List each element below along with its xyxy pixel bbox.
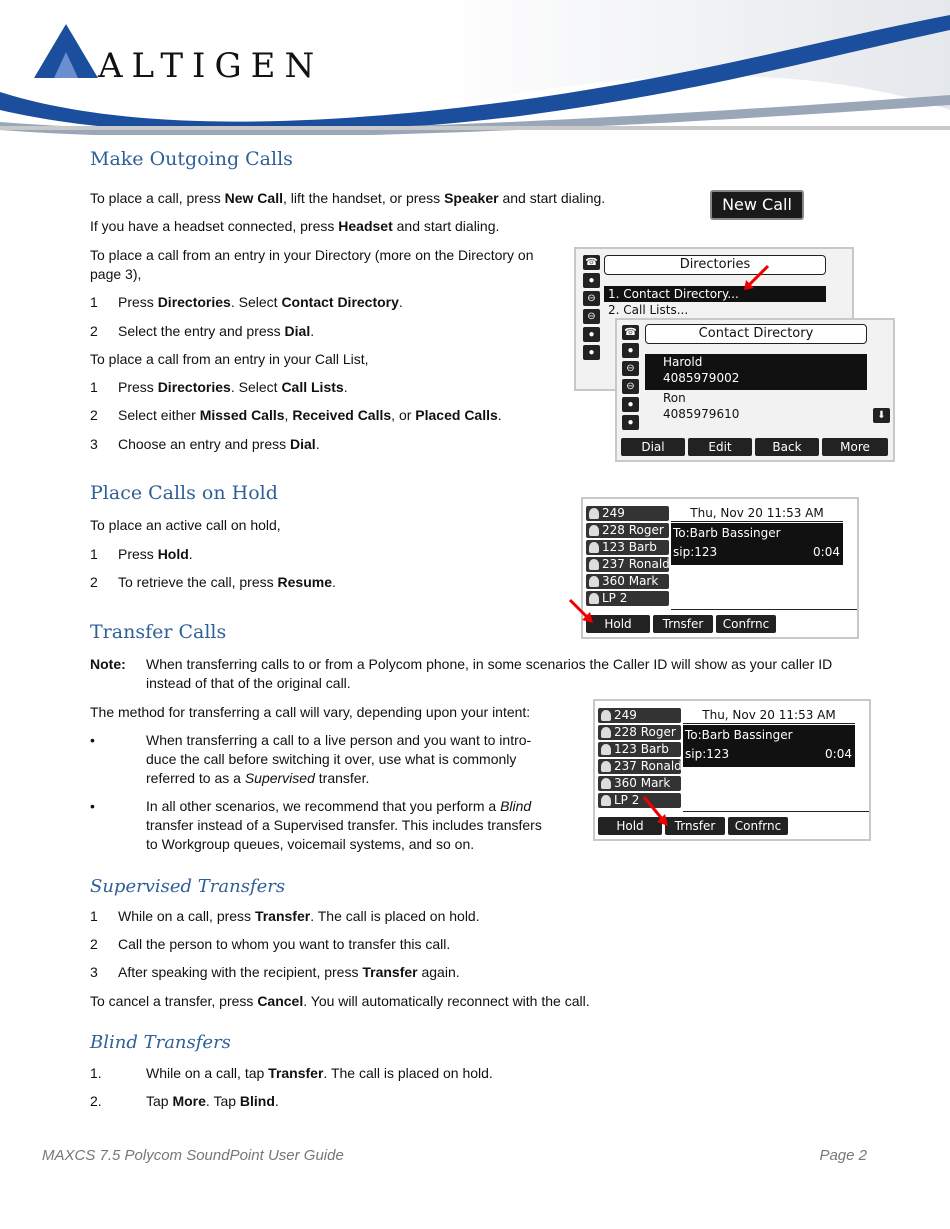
softkey-more: More <box>822 438 888 456</box>
list-number: 2 <box>90 323 98 339</box>
contact-number: 4085979610 <box>663 407 740 421</box>
softkey-conference: Confrnc <box>728 817 788 835</box>
section-title-outgoing: Make Outgoing Calls <box>90 148 293 170</box>
divider <box>683 811 869 812</box>
step-text: After speaking with the recipient, press Transfer again. <box>118 964 460 980</box>
contact-name: Ron <box>663 391 686 405</box>
softkey-conference: Confrnc <box>716 615 776 633</box>
line-key: LP 2 <box>598 793 681 808</box>
outgoing-paragraph-1: To place a call, press New Call, lift the handset, or press Speaker and start dialing. <box>90 190 606 206</box>
person-icon <box>601 795 611 806</box>
outgoing-paragraph-3: To place a call from an entry in your Directory (more on the Directory on <box>90 247 534 263</box>
transfer-phone-screen <box>593 699 871 841</box>
red-arrow-icon <box>742 262 772 292</box>
step-text: Press Hold. <box>118 546 193 562</box>
outgoing-paragraph-3-cont: page 3), <box>90 266 142 282</box>
date-time: Thu, Nov 20 11:53 AM <box>683 707 855 724</box>
date-time: Thu, Nov 20 11:53 AM <box>671 505 843 522</box>
active-call-box <box>683 725 855 767</box>
new-call-button-image: New Call <box>710 190 804 220</box>
line-key: 228 Roger <box>586 523 669 538</box>
contact-entry <box>645 390 867 426</box>
contact-number: 4085979002 <box>663 371 740 385</box>
handset-icon: ☎ <box>622 325 639 340</box>
line-key: 249 <box>598 708 681 723</box>
step-text: Press Directories. Select Call Lists. <box>118 379 348 395</box>
altigen-logo-icon <box>30 22 100 82</box>
red-arrow-icon <box>641 794 671 828</box>
line-key: 228 Roger <box>598 725 681 740</box>
list-number: 1 <box>90 908 98 924</box>
active-call-box <box>671 523 843 565</box>
bullet-text: referred to as a Supervised transfer. <box>146 770 370 786</box>
dnd-icon <box>601 761 611 772</box>
person-icon: ● <box>622 343 639 358</box>
step-text: Choose an entry and press Dial. <box>118 436 320 452</box>
softkey-transfer: Trnsfer <box>653 615 713 633</box>
section-title-hold: Place Calls on Hold <box>90 482 278 504</box>
call-to: To:Barb Bassinger <box>685 728 793 742</box>
page-header <box>0 0 950 135</box>
person-icon: ● <box>622 415 639 430</box>
step-text: Select either Missed Calls, Received Calls, or Placed Calls. <box>118 407 502 423</box>
call-timer: 0:04 <box>825 747 852 761</box>
list-number: 1 <box>90 379 98 395</box>
altigen-logo-text: ALTIGEN <box>98 46 324 86</box>
contact-directory-screen <box>615 318 895 462</box>
softkey-back: Back <box>755 438 819 456</box>
bullet-text: to Workgroup queues, voicemail systems, and so on. <box>146 836 475 852</box>
contact-directory-title: Contact Directory <box>645 324 867 344</box>
handset-icon: ☎ <box>583 255 600 270</box>
softkey-transfer: Trnsfer <box>665 817 725 835</box>
dnd-icon <box>589 559 599 570</box>
call-sip: sip:123 <box>685 747 730 761</box>
line-key: 360 Mark <box>586 574 669 589</box>
note-text-cont: instead of that of the original call. <box>146 675 351 691</box>
person-icon: ● <box>583 345 600 360</box>
handset-icon <box>589 508 599 519</box>
footer-document-title: MAXCS 7.5 Polycom SoundPoint User Guide <box>42 1147 344 1164</box>
hold-phone-screen <box>581 497 859 639</box>
call-to: To:Barb Bassinger <box>673 526 781 540</box>
bullet-text: In all other scenarios, we recommend that you perform a Blind <box>146 798 532 814</box>
dnd-icon <box>601 744 611 755</box>
footer-page-number: Page 2 <box>819 1147 867 1164</box>
bullet: • <box>90 798 95 814</box>
person-icon <box>601 727 611 738</box>
note-label: Note: <box>90 656 126 672</box>
step-text: Tap More. Tap Blind. <box>146 1093 279 1109</box>
note-text: When transferring calls to or from a Polycom phone, in some scenarios the Caller ID will show as your caller ID <box>146 656 833 672</box>
outgoing-paragraph-2: If you have a headset connected, press Headset and start dialing. <box>90 218 500 234</box>
directories-title: Directories <box>604 255 826 275</box>
outgoing-paragraph-4: To place a call from an entry in your Call List, <box>90 351 369 367</box>
step-text: To retrieve the call, press Resume. <box>118 574 336 590</box>
dnd-icon: ⊖ <box>622 361 639 376</box>
softkey-hold: Hold <box>598 817 662 835</box>
list-number: 2 <box>90 407 98 423</box>
dnd-icon <box>589 542 599 553</box>
person-icon: ● <box>583 327 600 342</box>
bullet-text: transfer instead of a Supervised transfer. This includes transfers <box>146 817 542 833</box>
contact-entry-selected <box>645 354 867 390</box>
line-key: 237 Ronald <box>598 759 681 774</box>
divider <box>671 609 857 610</box>
bullet-text: When transferring a call to a live person and you want to intro- <box>146 732 532 748</box>
step-text: Call the person to whom you want to transfer this call. <box>118 936 451 952</box>
contact-name: Harold <box>663 355 703 369</box>
person-icon: ● <box>622 397 639 412</box>
scroll-down-icon: ⬇ <box>873 408 890 423</box>
list-number: 3 <box>90 436 98 452</box>
person-icon <box>589 576 599 587</box>
directories-item-contact: 1. Contact Directory... <box>604 286 826 302</box>
line-key: 123 Barb <box>598 742 681 757</box>
list-number: 1 <box>90 546 98 562</box>
line-key: 249 <box>586 506 669 521</box>
section-title-transfer: Transfer Calls <box>90 621 227 643</box>
section-title-supervised: Supervised Transfers <box>90 876 286 897</box>
bullet-text: duce the call before switching it over, use what is commonly <box>146 751 517 767</box>
softkey-dial: Dial <box>621 438 685 456</box>
transfer-method: The method for transferring a call will vary, depending upon your intent: <box>90 704 531 720</box>
hold-intro: To place an active call on hold, <box>90 517 281 533</box>
bullet: • <box>90 732 95 748</box>
list-number: 2 <box>90 574 98 590</box>
dnd-icon: ⊖ <box>583 291 600 306</box>
step-text: While on a call, press Transfer. The call is placed on hold. <box>118 908 480 924</box>
list-number: 1 <box>90 294 98 310</box>
line-key: 237 Ronald <box>586 557 669 572</box>
list-number: 1. <box>90 1065 102 1081</box>
step-text: Select the entry and press Dial. <box>118 323 315 339</box>
handset-icon <box>601 710 611 721</box>
person-icon <box>589 525 599 536</box>
person-icon: ● <box>583 273 600 288</box>
call-sip: sip:123 <box>673 545 718 559</box>
line-key: 360 Mark <box>598 776 681 791</box>
step-text: While on a call, tap Transfer. The call is placed on hold. <box>146 1065 493 1081</box>
red-arrow-icon <box>566 596 596 626</box>
dnd-icon: ⊖ <box>583 309 600 324</box>
list-number: 2 <box>90 936 98 952</box>
person-icon <box>601 778 611 789</box>
section-title-blind: Blind Transfers <box>90 1032 231 1053</box>
softkey-edit: Edit <box>688 438 752 456</box>
dnd-icon: ⊖ <box>622 379 639 394</box>
list-number: 3 <box>90 964 98 980</box>
list-number: 2. <box>90 1093 102 1109</box>
call-timer: 0:04 <box>813 545 840 559</box>
softkey-hold: Hold <box>586 615 650 633</box>
step-text: Press Directories. Select Contact Directory. <box>118 294 403 310</box>
line-key: 123 Barb <box>586 540 669 555</box>
directories-item-calllists: 2. Call Lists... <box>608 303 689 317</box>
cancel-transfer-text: To cancel a transfer, press Cancel. You will automatically reconnect with the call. <box>90 993 590 1009</box>
line-key: LP 2 <box>586 591 669 606</box>
